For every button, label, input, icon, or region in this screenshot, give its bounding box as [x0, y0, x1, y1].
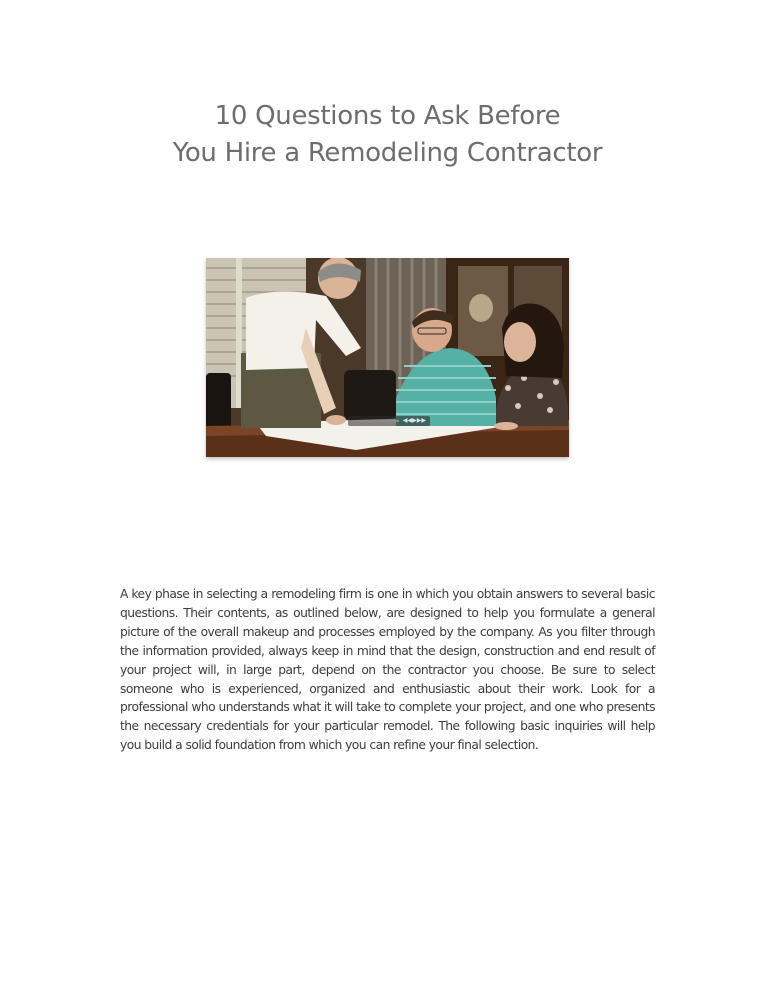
- video-controls[interactable]: [348, 416, 430, 426]
- intro-paragraph: A key phase in selecting a remodeling firm is one in which you obtain answers to several basic questions. Their contents, as outlined below, are designed to help you formulate a general picture of the overall makeup and processes employed by the company. As you filter through the information provided, always keep in mind that the design, construction and end result of your project will, in large part, depend on the contractor you choose. Be sure to select someone who is experienced, organized and enthusiastic about their work. Look for a professional who understands what it will take to complete your project, and one who presents the necessary credentials for your particular remodel. The following basic inquiries will help you build a solid foundation from which you can refine your final selection.: [120, 587, 655, 753]
- play-icon[interactable]: ▶: [412, 417, 417, 424]
- rewind-icon[interactable]: ◀◀: [402, 417, 413, 424]
- forward-icon[interactable]: ▶▶: [416, 417, 426, 424]
- title-line-2: You Hire a Remodeling Contractor: [172, 138, 603, 168]
- page-title: [0, 98, 775, 172]
- video-frame-image: [206, 258, 569, 457]
- title-line-1: 10 Questions to Ask Before: [214, 101, 561, 131]
- video-progress-bar[interactable]: [356, 420, 399, 422]
- video-player[interactable]: [206, 258, 569, 457]
